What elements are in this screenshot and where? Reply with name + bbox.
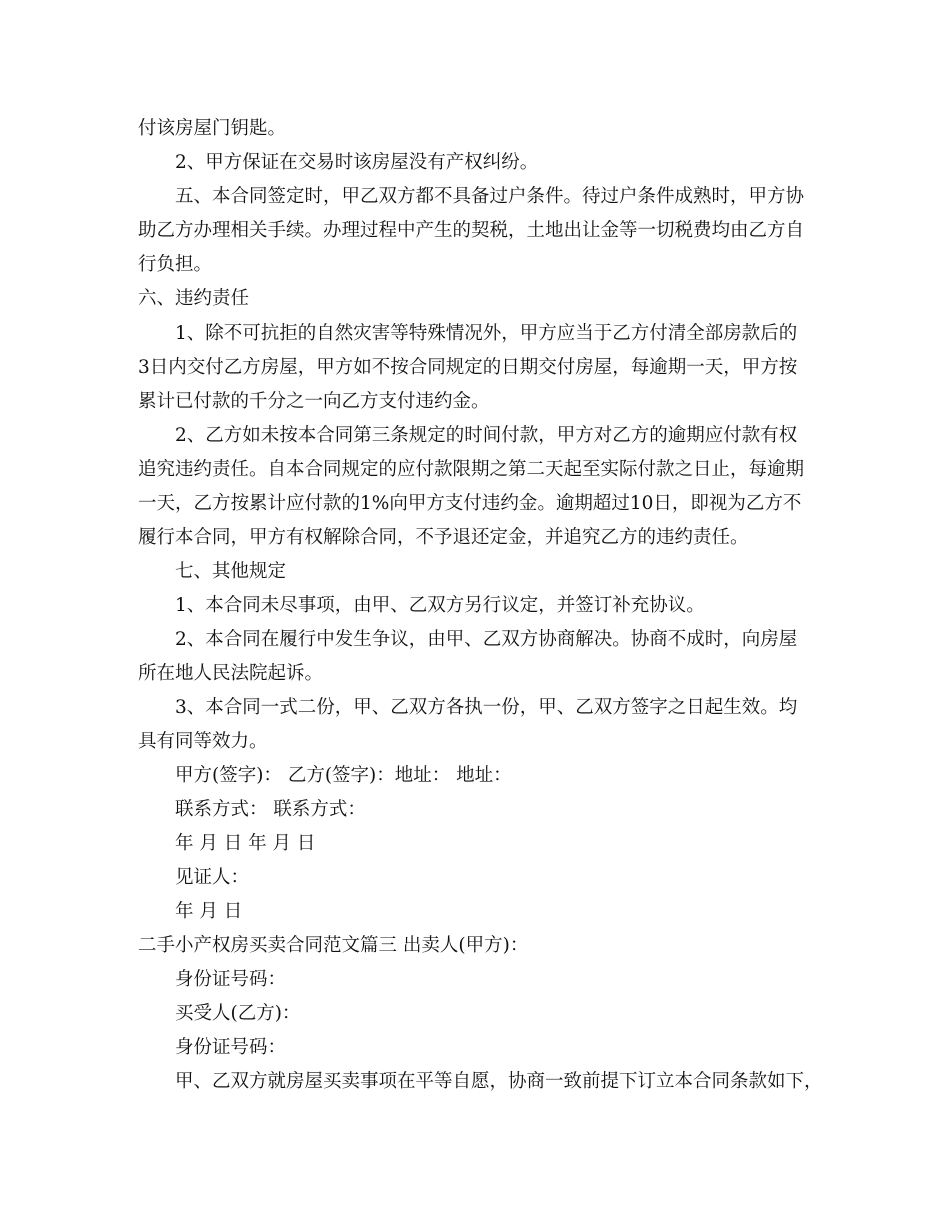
text-line: 助乙方办理相关手续。办理过程中产生的契税，土地出让金等一切税费均由乙方自 <box>138 220 805 241</box>
text-line: 付该房屋门钥匙。 <box>138 118 287 139</box>
date-line: 年 月 日 年 月 日 <box>175 833 316 854</box>
text-line: 甲、乙双方就房屋买卖事项在平等自愿，协商一致前提下订立本合同条款如下， <box>175 1071 823 1092</box>
text-line: 所在地人民法院起诉。 <box>138 663 324 684</box>
section-heading: 七、其他规定 <box>175 561 287 582</box>
text-line: 五、本合同签定时，甲乙双方都不具备过户条件。待过户条件成熟时，甲方协 <box>175 186 805 207</box>
text-line: 1、除不可抗拒的自然灾害等特殊情况外，甲方应当于乙方付清全部房款后的 <box>175 323 798 344</box>
section-heading: 六、违约责任 <box>138 288 250 309</box>
text-line: 履行本合同，甲方有权解除合同，不予退还定金，并追究乙方的违约责任。 <box>138 527 749 548</box>
text-line: 2、乙方如未按本合同第三条规定的时间付款，甲方对乙方的逾期应付款有权 <box>175 425 798 446</box>
text-line: 2、本合同在履行中发生争议，由甲、乙双方协商解决。协商不成时，向房屋 <box>175 629 798 650</box>
text-line: 累计已付款的千分之一向乙方支付违约金。 <box>138 391 490 412</box>
text-line: 3、本合同一式二份，甲、乙双方各执一份，甲、乙双方签字之日起生效。均 <box>175 697 798 718</box>
text-line: 身份证号码： <box>175 1037 287 1058</box>
witness-line: 见证人： <box>175 867 250 888</box>
contact-line: 联系方式： 联系方式： <box>175 799 366 820</box>
section-title: 二手小产权房买卖合同范文篇三 出卖人(甲方)： <box>138 935 529 956</box>
signature-line: 甲方(签字)： 乙方(签字)：地址： 地址： <box>175 765 512 786</box>
text-line: 买受人(乙方)： <box>175 1003 301 1024</box>
text-line: 行负担。 <box>138 254 213 275</box>
text-line: 具有同等效力。 <box>138 731 268 752</box>
date-line: 年 月 日 <box>175 901 243 922</box>
text-line: 身份证号码： <box>175 969 287 990</box>
text-line: 1、本合同未尽事项，由甲、乙双方另行议定，并签订补充协议。 <box>175 595 705 616</box>
text-line: 2、甲方保证在交易时该房屋没有产权纠纷。 <box>175 152 539 173</box>
text-line: 追究违约责任。自本合同规定的应付款限期之第二天起至实际付款之日止，每逾期 <box>138 459 805 480</box>
text-line: 一天，乙方按累计应付款的1%向甲方支付违约金。逾期超过10日，即视为乙方不 <box>138 493 802 514</box>
text-line: 3日内交付乙方房屋，甲方如不按合同规定的日期交付房屋，每逾期一天，甲方按 <box>138 357 798 378</box>
